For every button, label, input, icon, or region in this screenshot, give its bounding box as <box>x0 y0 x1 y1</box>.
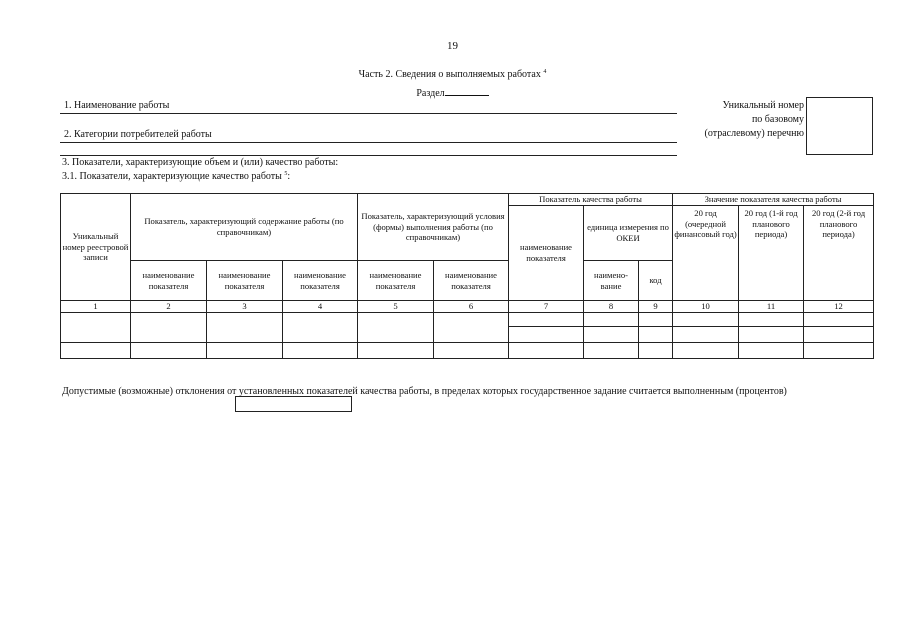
quality-heading <box>62 171 290 182</box>
cell-year-first[interactable] <box>739 327 804 343</box>
unique-number-label-2: по базовому <box>751 114 804 125</box>
column-number-11: 11 <box>739 301 804 313</box>
cell-unit-name[interactable] <box>584 343 639 359</box>
cell-conditions-1[interactable] <box>358 313 434 343</box>
cell-unit-name[interactable] <box>584 313 639 327</box>
part-footnote-mark: 4 <box>543 69 547 75</box>
cell-year-second[interactable] <box>804 313 874 327</box>
quality-heading-text: 3.1. Показатели, характеризующие качество работы <box>62 171 282 182</box>
indicators-heading: 3. Показатели, характеризующие объем и (или) качество работы: <box>62 157 339 168</box>
cell-content-3[interactable] <box>283 313 358 343</box>
content-sub-indicator-3: наименование показателя <box>283 261 358 301</box>
unit-okei-header: единица измерения по ОКЕИ <box>584 206 673 261</box>
cell-conditions-2[interactable] <box>434 343 509 359</box>
deviation-text: Допустимые (возможные) отклонения от установленных показателей качества работы, в пределах которых государственное задание считается выполненным (процентов) <box>62 386 787 397</box>
cell-unit-name[interactable] <box>584 327 639 343</box>
column-number-10: 10 <box>673 301 739 313</box>
unique-number-label-3: (отраслевому) перечню <box>704 128 804 139</box>
column-number-6: 6 <box>434 301 509 313</box>
cell-registry[interactable] <box>61 313 131 343</box>
cell-year-second[interactable] <box>804 327 874 343</box>
quality-table <box>60 193 874 359</box>
cell-content-2[interactable] <box>207 343 283 359</box>
cell-content-1[interactable] <box>131 313 207 343</box>
consumer-categories-label: 2. Категории потребителей работы <box>64 129 212 140</box>
work-name-line[interactable] <box>60 113 677 114</box>
part-title <box>0 69 905 80</box>
quality-footnote-mark: 5 <box>284 171 288 177</box>
year-current-header: 20 год (очередной финансовый год) <box>673 206 739 301</box>
deviation-percent-box[interactable] <box>235 396 352 412</box>
cell-indicator[interactable] <box>509 327 584 343</box>
cell-indicator[interactable] <box>509 343 584 359</box>
column-number-8: 8 <box>584 301 639 313</box>
column-number-12: 12 <box>804 301 874 313</box>
quality-value-group-header: Значение показателя качества работы <box>673 194 874 206</box>
cell-conditions-2[interactable] <box>434 313 509 343</box>
cell-content-3[interactable] <box>283 343 358 359</box>
column-number-4: 4 <box>283 301 358 313</box>
data-row <box>61 343 874 359</box>
cell-registry[interactable] <box>61 343 131 359</box>
header-row-1 <box>61 194 874 206</box>
cell-year-first[interactable] <box>739 343 804 359</box>
cell-year-current[interactable] <box>673 313 739 327</box>
page-number: 19 <box>447 40 458 52</box>
column-number-7: 7 <box>509 301 584 313</box>
consumer-categories-line[interactable] <box>60 142 677 143</box>
conditions-sub-indicator-2: наименование показателя <box>434 261 509 301</box>
section-number-blank[interactable] <box>445 86 489 96</box>
cell-unit-code[interactable] <box>639 313 673 327</box>
unique-number-label-1: Уникальный номер <box>722 100 804 111</box>
column-number-5: 5 <box>358 301 434 313</box>
cell-content-2[interactable] <box>207 313 283 343</box>
section-label: Раздел <box>416 88 445 99</box>
column-number-row <box>61 301 874 313</box>
unique-number-box[interactable] <box>806 97 873 155</box>
year-second-header: 20 год (2-й год планового периода) <box>804 206 874 301</box>
column-number-9: 9 <box>639 301 673 313</box>
conditions-sub-indicator-1: наименование показателя <box>358 261 434 301</box>
cell-year-current[interactable] <box>673 327 739 343</box>
content-indicator-header: Показатель, характеризующий содержание работы (по справочникам) <box>131 194 358 261</box>
cell-indicator[interactable] <box>509 313 584 327</box>
cell-content-1[interactable] <box>131 343 207 359</box>
unit-name-header: наимено-вание <box>584 261 639 301</box>
cell-year-second[interactable] <box>804 343 874 359</box>
cell-unit-code[interactable] <box>639 327 673 343</box>
conditions-indicator-header: Показатель, характеризующий условия (формы) выполнения работы (по справочникам) <box>358 194 509 261</box>
section-line <box>0 86 905 99</box>
column-number-1: 1 <box>61 301 131 313</box>
cell-year-first[interactable] <box>739 313 804 327</box>
quality-heading-colon: : <box>287 171 291 182</box>
year-first-header: 20 год (1-й год планового периода) <box>739 206 804 301</box>
content-sub-indicator-1: наименование показателя <box>131 261 207 301</box>
unit-code-header: код <box>639 261 673 301</box>
column-number-2: 2 <box>131 301 207 313</box>
cell-conditions-1[interactable] <box>358 343 434 359</box>
cell-unit-code[interactable] <box>639 343 673 359</box>
cell-year-current[interactable] <box>673 343 739 359</box>
registry-number-header: Уникальный номер реестровой записи <box>61 194 131 301</box>
column-number-3: 3 <box>207 301 283 313</box>
work-name-label: 1. Наименование работы <box>64 100 170 111</box>
content-sub-indicator-2: наименование показателя <box>207 261 283 301</box>
extra-line <box>60 155 677 156</box>
part-title-text: Часть 2. Сведения о выполняемых работах <box>358 69 541 80</box>
data-row <box>61 313 874 327</box>
indicator-name-header: наименование показателя <box>509 206 584 301</box>
quality-indicator-group-header: Показатель качества работы <box>509 194 673 206</box>
